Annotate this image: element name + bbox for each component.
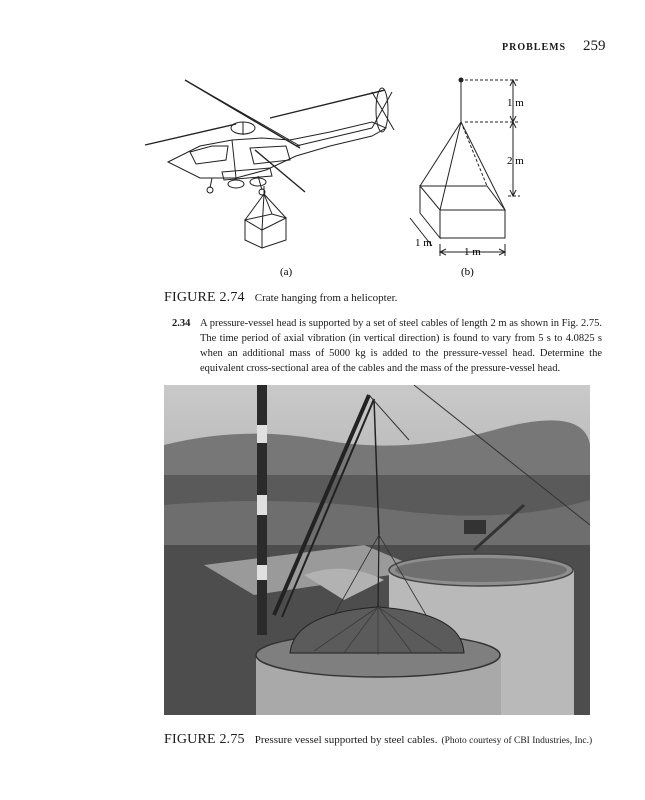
figure-2-74-caption-text: Crate hanging from a helicopter.	[254, 292, 398, 304]
dim-depth-label: 1 m	[415, 237, 432, 249]
helicopter-illustration	[145, 80, 394, 195]
figure-2-74-label: FIGURE 2.74	[164, 290, 245, 305]
crate-illustration-a	[245, 194, 286, 248]
problem-text: A pressure-vessel head is supported by a set of steel cables of length 2 m as shown in Fig. 2.75. The time period of axial vibration (in vertical direction) is found to vary from 5 s to 4.0825 s when an additional mass of 5000 kg is added to the pressure-vessel head. Determine the equivalent cross-sectional area of the cables and the mass of the pressure-vessel head.	[200, 318, 602, 374]
figure-2-75-caption	[164, 730, 592, 748]
figure-2-75-credit: (Photo courtesy of CBI Industries, Inc.)	[441, 736, 593, 746]
dim-width-label: 1 m	[464, 246, 481, 258]
dim-mid-label: 2 m	[507, 155, 524, 167]
subfigure-b-label: (b)	[461, 266, 474, 278]
figure-2-74-caption	[164, 288, 397, 306]
running-head: PROBLEMS	[502, 42, 567, 53]
crate-diagram-b	[410, 78, 520, 256]
figure-2-75-caption-text: Pressure vessel supported by steel cables.	[254, 734, 438, 746]
problem-number: 2.34	[172, 318, 191, 329]
dim-top-label: 1 m	[507, 97, 524, 109]
pressure-vessel-photo	[164, 385, 590, 715]
problem-2-34	[172, 316, 602, 376]
figure-2-74-drawing	[0, 0, 645, 300]
subfigure-a-label: (a)	[280, 266, 293, 278]
page-number: 259	[583, 38, 606, 54]
figure-2-75-label: FIGURE 2.75	[164, 732, 245, 747]
